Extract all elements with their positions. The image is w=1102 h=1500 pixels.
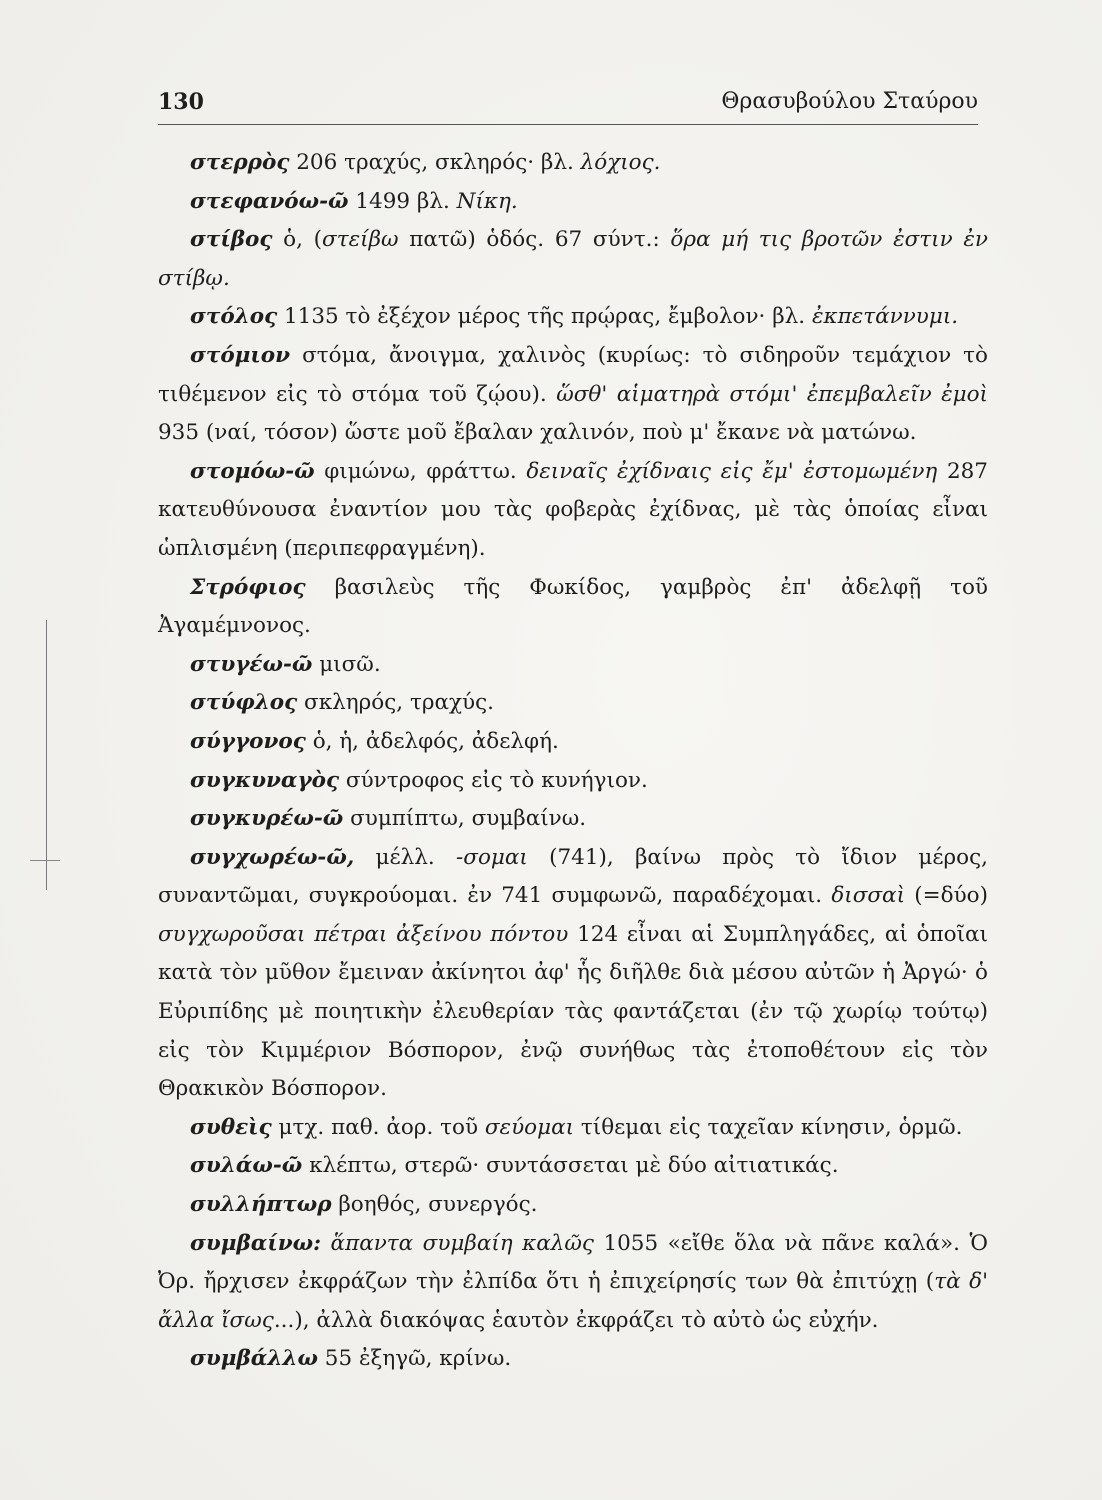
entry-headword: συθεὶς [190, 1114, 272, 1140]
dictionary-entry [158, 1109, 988, 1148]
entry-headword: στίβος [190, 227, 273, 253]
page-number: 130 [158, 89, 204, 115]
entry-italic-text: ὥσθ' αἱματηρὰ στόμι' ἐπεμβαλεῖν ἐμοὶ [556, 381, 988, 407]
entry-text: κλέπτω, στερῶ· συντάσσεται μὲ δύο αἰτιατικάς. [302, 1153, 839, 1179]
entry-text: 1135 τὸ ἐξέχον μέρος τῆς πρῴρας, ἔμβολον· βλ. [277, 304, 812, 330]
entry-italic-text: ἅπαντα συμβαίη καλῶς [330, 1230, 594, 1256]
entry-text: ὁ, ἡ, ἀδελφός, ἀδελφή. [305, 728, 559, 754]
dictionary-entry [158, 453, 988, 569]
dictionary-entry [158, 144, 988, 183]
entry-text [321, 1231, 330, 1256]
entry-text: 935 (ναί, τόσον) ὥστε μοῦ ἔβαλαν χαλινόν, ποὺ μ' ἔκανε νὰ ματώνω. [158, 420, 917, 446]
entry-italic-text: σεύομαι [484, 1114, 575, 1140]
entry-text: μτχ. παθ. ἀορ. τοῦ [271, 1114, 485, 1140]
entry-italic-text: τὰ δ' ἄλλα ἴσως [158, 1269, 988, 1333]
entry-text: στόμα, ἄνοιγμα, χαλινὸς (κυρίως: τὸ σιδηροῦν τεμάχιον τὸ τιθέμενον εἰς τὸ στόμα τοῦ ζῴου). [158, 342, 988, 407]
dictionary-entry [158, 762, 988, 801]
entry-text: 287 κατευθύνουσα ἐναντίον μου τὰς φοβερὰς ἐχίδνας, μὲ τὰς ὁποίας εἶναι ὡπλισμένη (περιπεφραγμένη). [158, 458, 988, 561]
entry-text: 1499 βλ. [348, 188, 457, 214]
entry-headword: στεφανόω-ῶ [190, 188, 349, 214]
dictionary-entry [158, 839, 988, 1109]
entry-headword: στόλος [190, 304, 278, 330]
entry-text: 1055 «εἴθε ὅλα νὰ πᾶνε καλά». Ὁ Ὀρ. ἤρχισεν ἐκφράζων τὴν ἐλπίδα ὅτι ἡ ἐπιχείρησίς των θὰ ἐπιτύχῃ ( [158, 1230, 988, 1295]
entry-text: 55 ἐξηγῶ, κρίνω. [317, 1346, 512, 1372]
entry-italic-text: λόχιος. [580, 150, 661, 175]
entry-headword: στυγέω-ῶ [190, 651, 313, 677]
entry-headword: συγκυρέω-ῶ [190, 806, 344, 832]
dictionary-entry [158, 183, 988, 222]
entry-headword: στόμιον [190, 342, 291, 368]
entry-text: βοηθός, συνεργός. [331, 1192, 538, 1218]
entry-text: 206 τραχύς, σκληρός· βλ. [289, 150, 581, 175]
entry-headword: Στρόφιος [190, 574, 306, 600]
margin-mark-tick [30, 860, 60, 861]
entry-italic-text: ὅρα μή τις βροτῶν ἐστιν ἐν στίβῳ. [158, 227, 988, 291]
entry-headword: στομόω-ῶ [190, 458, 315, 484]
margin-mark [46, 620, 47, 890]
dictionary-entry [158, 298, 988, 337]
entry-headword: συγκυναγὸς [190, 767, 340, 793]
dictionary-entry [158, 1340, 988, 1379]
dictionary-entry [158, 337, 988, 453]
dictionary-entry [158, 1186, 988, 1225]
dictionary-entry [158, 221, 988, 298]
dictionary-entry [158, 800, 988, 839]
entry-headword: σύγγονος [190, 728, 306, 754]
entry-headword: συλάω-ῶ [190, 1153, 303, 1179]
entry-text: ...), ἀλλὰ διακόψας ἑαυτὸν ἐκφράζει τὸ αὐτὸ ὡς εὐχήν. [273, 1307, 879, 1333]
entry-text: (741), βαίνω πρὸς τὸ ἴδιον μέρος, συναντῶμαι, συγκρούομαι. ἐν 741 συμφωνῶ, παραδέχομαι. [158, 844, 988, 909]
entry-text: ὁ, ( [272, 227, 323, 253]
entry-headword: συγχωρέω-ῶ, [190, 844, 355, 870]
entry-text: σκληρός, τραχύς. [297, 690, 494, 716]
entry-text: (=δύο) [905, 883, 988, 909]
entry-text: πατῶ) ὁδός. 67 σύντ.: [398, 227, 671, 253]
entry-text: βασιλεὺς τῆς Φωκίδος, γαμβρὸς ἐπ' ἀδελφῇ τοῦ Ἀγαμέμνονος. [158, 574, 988, 639]
entry-headword: συμβάλλω [190, 1346, 318, 1372]
entry-italic-text: δισσαὶ [831, 883, 906, 909]
entry-italic-text: -σομαι [456, 844, 528, 870]
entry-italic-text: στείβω [322, 227, 399, 253]
dictionary-entry [158, 1147, 988, 1186]
entry-italic-text: Νίκη. [456, 188, 518, 214]
entry-text: τίθεμαι εἰς ταχεῖαν κίνησιν, ὁρμῶ. [574, 1114, 963, 1140]
entry-headword: συλλήπτωρ [190, 1192, 332, 1218]
entry-text: μέλλ. [354, 844, 457, 870]
entry-headword: στύφλος [190, 690, 298, 716]
entry-text: μισῶ. [312, 651, 381, 677]
entry-italic-text: δειναῖς ἐχίδναις εἰς ἔμ' ἐστομωμένη [526, 458, 938, 484]
header-rule [158, 124, 978, 125]
dictionary-entry [158, 1225, 988, 1341]
entry-text: 124 εἶναι αἱ Συμπληγάδες, αἱ ὁποῖαι κατὰ τὸν μῦθον ἔμειναν ἀκίνητοι ἀφ' ἧς διῆλθε διὰ μέσου αὐτῶν ἡ Ἀργώ· ὁ Εὐριπίδης μὲ ποιητικὴν ἐλευθερίαν τὰς φαντάζεται (ἐν τῷ χωρίῳ τούτῳ) εἰς τὸν Κιμμέριον Βόσπορον, ἐνῷ συνήθως τὰς ἐτοποθέτουν εἰς τὸν Θρακικὸν Βόσπορον. [158, 921, 988, 1102]
entry-headword: συμβαίνω: [190, 1230, 322, 1256]
entry-italic-text: ἐκπετάννυμι. [811, 304, 959, 330]
running-head: Θρασυβούλου Σταύρου [721, 89, 978, 114]
dictionary-entries [158, 144, 988, 1379]
entry-text: σύντροφος εἰς τὸ κυνήγιον. [339, 767, 648, 793]
entry-italic-text: συγχωροῦσαι πέτραι ἀξείνου πόντου [158, 921, 569, 947]
entry-text: φιμώνω, φράττω. [314, 458, 527, 484]
dictionary-entry [158, 569, 988, 646]
entry-text: συμπίπτω, συμβαίνω. [343, 806, 587, 832]
dictionary-entry [158, 723, 988, 762]
dictionary-entry [158, 684, 988, 723]
dictionary-entry [158, 646, 988, 685]
entry-headword: στερρὸς [190, 150, 290, 175]
page-header [158, 86, 978, 118]
